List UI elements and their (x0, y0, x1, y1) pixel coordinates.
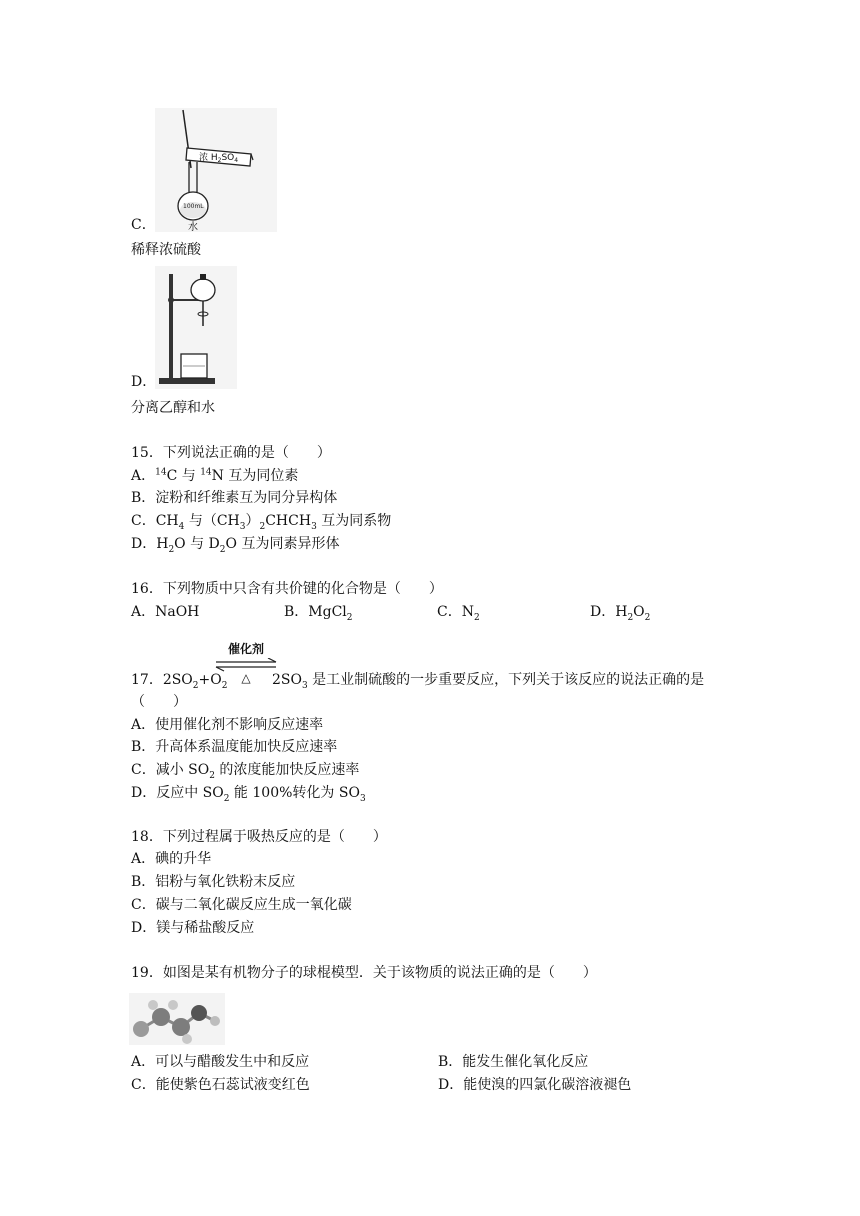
q18-option-d: D．镁与稀盐酸反应 (131, 920, 255, 936)
option-c-caption: 稀释浓硫酸 (131, 242, 201, 258)
q17-option-a: A．使用催化剂不影响反应速率 (131, 717, 324, 733)
q18-option-b: B．铝粉与氧化铁粉末反应 (131, 874, 296, 890)
separation-drawing (155, 266, 237, 389)
option-c-label: C． (131, 217, 156, 233)
q17-product-and-question: $2SO_3$ 是工业制硫酸的一步重要反应，下列关于该反应的说法正确的是 (272, 672, 705, 691)
dilute-acid-figure (155, 108, 277, 232)
q17-reactants: 17．$2SO_2+O_2$ (131, 672, 228, 691)
q17-option-c: C．减小 $SO_2$ 的浓度能加快反应速率 (131, 762, 360, 781)
q18-option-c: C．碳与二氧化碳反应生成一氧化碳 (131, 897, 352, 913)
q17-option-d: D．反应中 $SO_2$ 能 100%转化为 $SO_3$ (131, 785, 366, 804)
q16-option-c: C．$N_2$ (437, 604, 480, 623)
q16-option-a: A．NaOH (131, 604, 200, 620)
heat-symbol: △ (241, 671, 251, 685)
equilibrium-arrow (214, 641, 278, 687)
reversible-arrows-icon (214, 658, 278, 672)
q19-option-b: B．能发生催化氧化反应 (438, 1054, 589, 1070)
q15-option-b: B．淀粉和纤维素互为同分异构体 (131, 490, 338, 506)
q18-stem: 18．下列过程属于吸热反应的是（ ） (131, 829, 387, 845)
q18-option-a: A．碘的升华 (131, 851, 212, 867)
q19-option-a: A．可以与醋酸发生中和反应 (131, 1054, 310, 1070)
q19-stem: 19．如图是某有机物分子的球棍模型．关于该物质的说法正确的是（ ） (131, 965, 597, 981)
svg-text:水: 水 (188, 222, 198, 232)
q15-option-d: D．$H_2O$ 与 $D_2O$ 互为同素异形体 (131, 536, 340, 555)
catalyst-label: 催化剂 (227, 642, 264, 656)
option-d-caption: 分离乙醇和水 (131, 400, 215, 416)
ball-and-stick-model (129, 993, 225, 1045)
svg-text:浓 H2SO4: 浓 $H_2SO_4$ (199, 153, 239, 164)
q19-option-d: D．能使溴的四氯化碳溶液褪色 (438, 1077, 632, 1093)
q15-stem: 15．下列说法正确的是（ ） (131, 445, 331, 461)
separation-figure (155, 266, 237, 389)
svg-text:100mL: 100mL (183, 203, 204, 210)
q15-option-a: A．$^{14}$C 与 $^{14}$N 互为同位素 (131, 467, 299, 484)
q16-option-b: B．MgCl$_2$ (284, 604, 353, 623)
molecule-model-icon (129, 993, 225, 1045)
q15-option-c: C．$CH_4$ 与$(CH_3)_2CHCH_3$ 互为同系物 (131, 513, 392, 532)
dilute-acid-drawing (155, 108, 277, 232)
q16-stem: 16．下列物质中只含有共价键的化合物是（ ） (131, 581, 443, 597)
option-d-label: D． (131, 374, 157, 390)
q16-option-d: D．$H_2O_2$ (590, 604, 651, 623)
q17-option-b: B．升高体系温度能加快反应速率 (131, 739, 338, 755)
q17-answer-paren: （ ） (131, 694, 187, 710)
q19-option-c: C．能使紫色石蕊试液变红色 (131, 1077, 310, 1093)
